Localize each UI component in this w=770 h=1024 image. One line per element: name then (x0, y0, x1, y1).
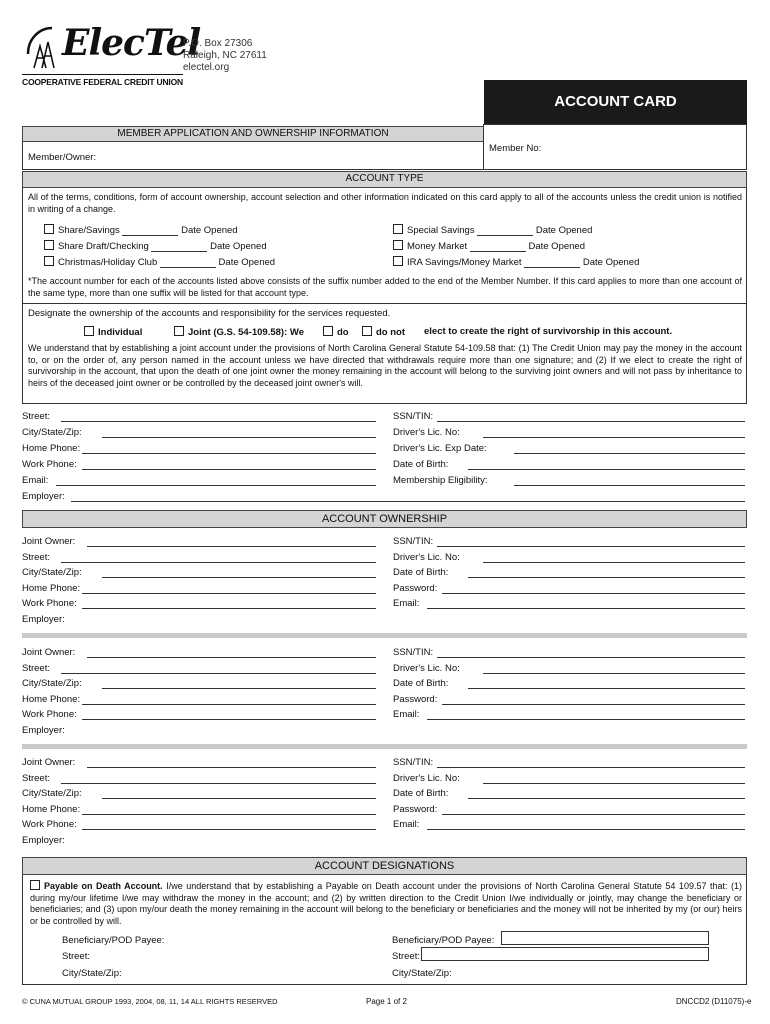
logo-wordmark: ElecTel (62, 22, 201, 64)
joint-work-phone-input-line[interactable] (82, 608, 376, 609)
joint-ssn-tin-label: SSN/TIN: (393, 536, 434, 547)
joint-date-of-birth-input-line[interactable] (468, 688, 745, 689)
member-no-label: Member No: (489, 143, 542, 154)
joint-ssn-tin-label: SSN/TIN: (393, 647, 434, 658)
joint-option[interactable]: Joint (G.S. 54-109.58): We (174, 326, 304, 338)
pod-paragraph (30, 880, 742, 927)
joint-city-state-zip-input-line[interactable] (102, 577, 376, 578)
individual-option[interactable]: Individual (84, 326, 142, 338)
joint-work-phone-label: Work Phone: (22, 819, 77, 831)
joint-city-state-zip-input-line[interactable] (102, 688, 376, 689)
joint-city-state-zip-label: City/State/Zip: (22, 567, 82, 579)
website: electel.org (183, 62, 230, 73)
joint-home-phone-label: Home Phone: (22, 693, 81, 705)
checkbox[interactable] (44, 256, 54, 266)
beneficiary-label-left: Beneficiary/POD Payee: (62, 935, 165, 946)
address-block (183, 38, 267, 74)
tower-icon (22, 24, 66, 70)
joint-joint-owner-label: Joint Owner: (22, 536, 76, 547)
joint-password-input-line[interactable] (442, 704, 745, 705)
member-city-state-zip-input-line[interactable] (102, 437, 376, 438)
member-employer-input-line[interactable] (71, 501, 745, 502)
joint-home-phone-input-line[interactable] (82, 814, 376, 815)
joint-email-input-line[interactable] (427, 719, 745, 720)
joint-employer-label: Employer: (22, 725, 65, 736)
account-type-header: ACCOUNT TYPE (22, 171, 747, 188)
checkbox[interactable] (44, 224, 54, 234)
member-home-phone-input-line[interactable] (82, 453, 376, 454)
joint-joint-owner-input-line[interactable] (87, 657, 376, 658)
do-not-option[interactable]: do not (362, 326, 405, 338)
checkbox[interactable] (393, 224, 403, 234)
checkbox[interactable] (393, 256, 403, 266)
logo-tagline: COOPERATIVE FEDERAL CREDIT UNION (22, 74, 183, 87)
member-driver-s-lic-exp-date-label: Driver's Lic. Exp Date: (393, 443, 487, 454)
joint-driver-s-lic-no-input-line[interactable] (483, 562, 745, 563)
account-number-note: *The account number for each of the accounts listed above consists of the suffix number added to the end of the Member Number. If this card applies to more than one account of the same type, more than one suffix will be listed for that account type. (28, 276, 742, 298)
joint-work-phone-input-line[interactable] (82, 719, 376, 720)
street-label-right: Street: (392, 951, 420, 962)
joint-joint-owner-input-line[interactable] (87, 546, 376, 547)
joint-date-of-birth-label: Date of Birth: (393, 567, 449, 579)
joint-email-input-line[interactable] (427, 608, 745, 609)
joint-password-input-line[interactable] (442, 814, 745, 815)
pod-title: Payable on Death Account. (44, 881, 163, 891)
member-email-input-line[interactable] (56, 485, 376, 486)
pod-checkbox[interactable] (30, 880, 40, 890)
joint-password-label: Password: (393, 582, 438, 594)
form-code: DNCCD2 (D11075)-e (676, 997, 752, 1006)
city-label-left: City/State/Zip: (62, 968, 122, 979)
joint-password-label: Password: (393, 693, 438, 705)
member-work-phone-label: Work Phone: (22, 459, 77, 470)
option-share-savings[interactable]: Share/Savings Date Opened (44, 224, 238, 236)
joint-date-of-birth-input-line[interactable] (468, 577, 745, 578)
joint-driver-s-lic-no-input-line[interactable] (483, 673, 745, 674)
checkbox[interactable] (362, 326, 372, 336)
checkbox[interactable] (44, 240, 54, 250)
checkbox[interactable] (323, 326, 333, 336)
option-christmas-club[interactable]: Christmas/Holiday Club Date Opened (44, 256, 275, 268)
member-city-state-zip-label: City/State/Zip: (22, 427, 82, 438)
joint-home-phone-input-line[interactable] (82, 593, 376, 594)
option-special-savings[interactable]: Special Savings Date Opened (393, 224, 592, 236)
joint-street-label: Street: (22, 772, 50, 784)
joint-email-label: Email: (393, 709, 420, 721)
address-line2: Raleigh, NC 27611 (183, 50, 267, 61)
city-label-right: City/State/Zip: (392, 968, 452, 979)
checkbox[interactable] (84, 326, 94, 336)
account-designations-header: ACCOUNT DESIGNATIONS (22, 857, 747, 875)
joint-employer-label: Employer: (22, 835, 65, 846)
street-label-left: Street: (62, 951, 90, 962)
joint-password-input-line[interactable] (442, 593, 745, 594)
member-street-label: Street: (22, 411, 50, 422)
page-title: ACCOUNT CARD (484, 80, 747, 124)
joint-joint-owner-label: Joint Owner: (22, 647, 76, 658)
section-divider (22, 744, 747, 749)
pod-text: I/we understand that by establishing a Payable on Death account under the provisions of North Carolina General Statute 54 109.57 that: (1) during my/our lifetime I/we may withdraw the money in the account; and (2) by written direction to the Credit Union I/we individually or jointly, may change the beneficiary or beneficiaries; and (3) upon my/our death the money remaining in the account will belong to the beneficiary or beneficiaries and the money will not be inherited by my (or our) heirs or be controlled by will. (30, 881, 742, 926)
member-driver-s-lic-no-label: Driver's Lic. No: (393, 427, 460, 438)
joint-password-label: Password: (393, 803, 438, 815)
checkbox[interactable] (174, 326, 184, 336)
member-driver-s-lic-exp-date-input-line[interactable] (514, 453, 745, 454)
do-option[interactable]: do (323, 326, 349, 338)
joint-street-input-line[interactable] (61, 783, 376, 784)
joint-date-of-birth-input-line[interactable] (468, 798, 745, 799)
member-home-phone-label: Home Phone: (22, 443, 81, 454)
member-date-of-birth-input-line[interactable] (468, 469, 745, 470)
joint-home-phone-input-line[interactable] (82, 704, 376, 705)
joint-work-phone-label: Work Phone: (22, 709, 77, 721)
joint-driver-s-lic-no-label: Driver's Lic. No: (393, 772, 460, 784)
joint-driver-s-lic-no-input-line[interactable] (483, 783, 745, 784)
account-ownership-header: ACCOUNT OWNERSHIP (22, 510, 747, 528)
joint-email-label: Email: (393, 598, 420, 610)
member-membership-eligibility-input-line[interactable] (514, 485, 745, 486)
section-divider (22, 633, 747, 638)
checkbox[interactable] (393, 240, 403, 250)
joint-street-input-line[interactable] (61, 673, 376, 674)
option-money-market[interactable]: Money Market Date Opened (393, 240, 585, 252)
joint-employer-label: Employer: (22, 614, 65, 625)
elect-text: elect to create the right of survivorship in this account. (424, 326, 673, 337)
joint-work-phone-label: Work Phone: (22, 598, 77, 610)
member-street-input-line[interactable] (61, 421, 376, 422)
member-work-phone-input-line[interactable] (82, 469, 376, 470)
address-line1: P.O. Box 27306 (183, 38, 253, 49)
joint-street-input-line[interactable] (61, 562, 376, 563)
joint-date-of-birth-label: Date of Birth: (393, 788, 449, 800)
joint-driver-s-lic-no-label: Driver's Lic. No: (393, 662, 460, 674)
joint-city-state-zip-label: City/State/Zip: (22, 788, 82, 800)
joint-email-label: Email: (393, 819, 420, 831)
joint-ssn-tin-input-line[interactable] (437, 546, 745, 547)
member-ssn-tin-label: SSN/TIN: (393, 411, 434, 422)
logo (22, 22, 201, 92)
member-date-of-birth-label: Date of Birth: (393, 459, 449, 470)
option-share-draft[interactable]: Share Draft/Checking Date Opened (44, 240, 267, 252)
copyright: © CUNA MUTUAL GROUP 1993, 2004, 08, 11, 14 ALL RIGHTS RESERVED (22, 997, 278, 1006)
beneficiary-input-right[interactable] (501, 931, 709, 945)
account-type-intro: All of the terms, conditions, form of account ownership, account selection and other information indicated on this card apply to all of the accounts unless the credit union is notified in writing of a change. (28, 192, 742, 214)
joint-city-state-zip-input-line[interactable] (102, 798, 376, 799)
joint-work-phone-input-line[interactable] (82, 829, 376, 830)
designate-text: Designate the ownership of the accounts and responsibility for the services requested. (28, 308, 391, 319)
beneficiary-label-right: Beneficiary/POD Payee: (392, 935, 495, 946)
joint-city-state-zip-label: City/State/Zip: (22, 678, 82, 690)
member-email-label: Email: (22, 475, 49, 486)
joint-street-label: Street: (22, 551, 50, 563)
member-owner-label: Member/Owner: (28, 152, 97, 163)
joint-joint-owner-label: Joint Owner: (22, 757, 76, 768)
member-driver-s-lic-no-input-line[interactable] (483, 437, 745, 438)
joint-joint-owner-input-line[interactable] (87, 767, 376, 768)
member-ssn-tin-input-line[interactable] (437, 421, 745, 422)
joint-home-phone-label: Home Phone: (22, 803, 81, 815)
member-employer-label: Employer: (22, 491, 65, 502)
member-membership-eligibility-label: Membership Eligibility: (393, 475, 488, 486)
joint-ssn-tin-input-line[interactable] (437, 767, 745, 768)
joint-email-input-line[interactable] (427, 829, 745, 830)
joint-ssn-tin-label: SSN/TIN: (393, 757, 434, 768)
joint-home-phone-label: Home Phone: (22, 582, 81, 594)
street-input-right[interactable] (421, 947, 709, 961)
option-ira[interactable]: IRA Savings/Money Market Date Opened (393, 256, 639, 268)
member-section-header: MEMBER APPLICATION AND OWNERSHIP INFORMATION (22, 126, 484, 142)
joint-street-label: Street: (22, 662, 50, 674)
page-number: Page 1 of 2 (366, 997, 407, 1006)
joint-ssn-tin-input-line[interactable] (437, 657, 745, 658)
joint-driver-s-lic-no-label: Driver's Lic. No: (393, 551, 460, 563)
joint-date-of-birth-label: Date of Birth: (393, 678, 449, 690)
joint-paragraph: We understand that by establishing a joint account under the provisions of North Carolina General Statute 54-109.58 that: (1) The Credit Union may pay the money in the account to, or on the order of, any person named in the account unless we have directed that withdrawals require more than one signature; and (2) If we elect to create the right of survivorship in the account, that upon the death of one joint owner the money remaining in the account will belong to the surviving joint owners and will not pass by inheritance to heirs of the deceased joint owner or be controlled by the deceased joint owner's will. (28, 343, 742, 388)
